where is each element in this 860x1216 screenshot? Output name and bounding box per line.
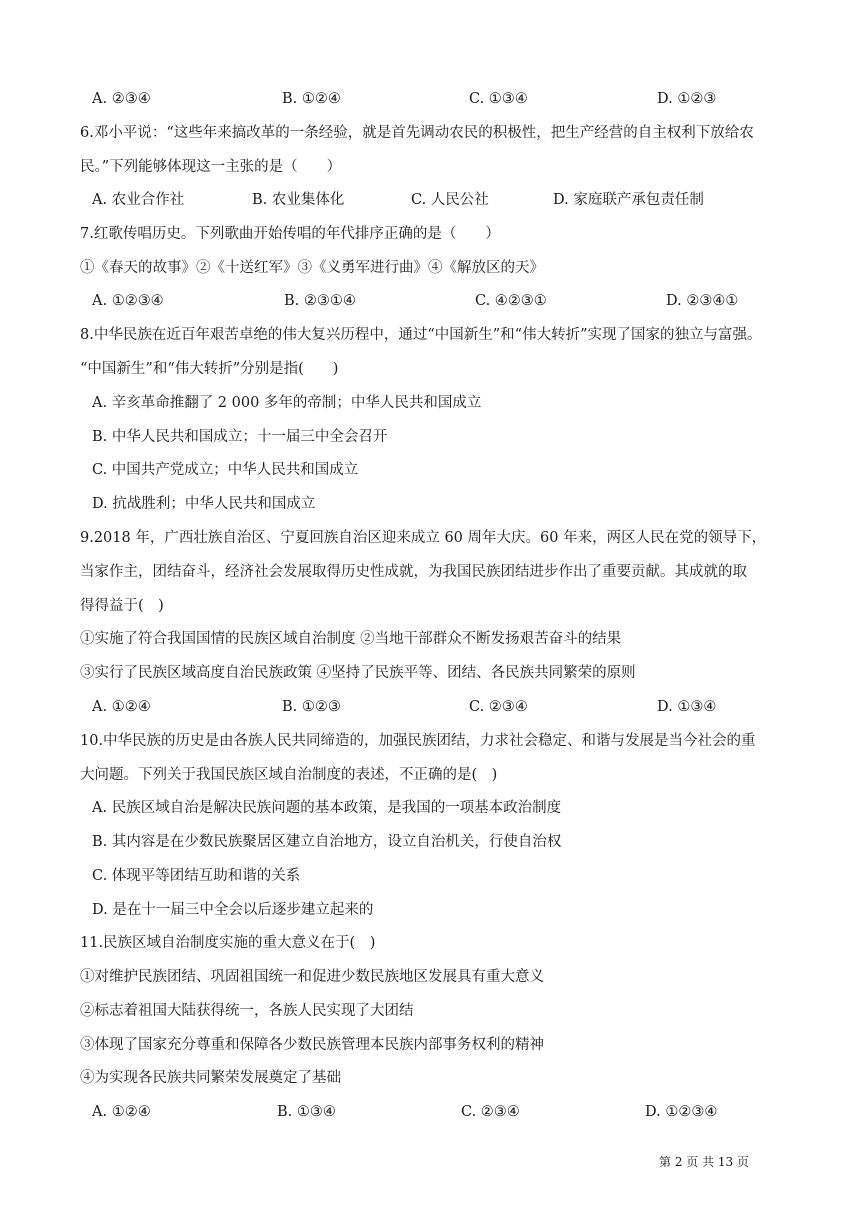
q6-option-c: C. 人民公社 [411, 192, 489, 208]
q10-stem-line1: 10.中华民族的历史是由各族人民共同缔造的，加强民族团结，力求社会稳定、和谐与发展是当今社会的重 [80, 733, 756, 749]
q6-option-a: A. 农业合作社 [92, 192, 185, 208]
q11-stem: 11.民族区域自治制度实施的重大意义在于( ) [80, 935, 376, 951]
q7-option-d: D. ②③④① [666, 293, 739, 309]
page-number-footer: 第 2 页 共 13 页 [659, 1155, 749, 1169]
q11-option-a: A. ①②④ [92, 1104, 151, 1120]
q9-option-b: B. ①②③ [282, 699, 341, 715]
q6-option-d: D. 家庭联产承包责任制 [553, 192, 704, 208]
q7-items: ①《春天的故事》②《十送红军》③《义勇军进行曲》④《解放区的天》 [80, 260, 544, 276]
q9-stem-line1: 9.2018 年，广西壮族自治区、宁夏回族自治区迎来成立 60 周年大庆。60 年来，两区人民在党的领导下， [80, 530, 767, 546]
q11-option-c: C. ②③④ [461, 1104, 520, 1120]
q10-option-b: B. 其内容是在少数民族聚居区建立自治地方，设立自治机关，行使自治权 [92, 834, 562, 850]
q8-option-b: B. 中华人民共和国成立；十一届三中全会召开 [92, 429, 388, 445]
q5-option-b: B. ①②④ [282, 91, 341, 107]
q10-option-c: C. 体现平等团结互助和谐的关系 [92, 868, 301, 884]
q9-item-line1: ①实施了符合我国国情的民族区域自治制度 ②当地干部群众不断发扬艰苦奋斗的结果 [80, 631, 622, 647]
q9-stem-line3: 得得益于( ) [80, 598, 164, 614]
q11-option-d: D. ①②③④ [645, 1104, 718, 1120]
q9-item-line2: ③实行了民族区域高度自治民族政策 ④坚持了民族平等、团结、各民族共同繁荣的原则 [80, 665, 636, 681]
q11-item-2: ②标志着祖国大陆获得统一，各族人民实现了大团结 [80, 1003, 414, 1019]
q11-item-1: ①对维护民族团结、巩固祖国统一和促进少数民族地区发展具有重大意义 [80, 969, 544, 985]
q11-item-4: ④为实现各民族共同繁荣发展奠定了基础 [80, 1070, 341, 1086]
q11-item-3: ③体现了国家充分尊重和保障各少数民族管理本民族内部事务权利的精神 [80, 1037, 544, 1053]
q5-option-a: A. ②③④ [92, 91, 151, 107]
q11-option-b: B. ①③④ [277, 1104, 336, 1120]
q8-option-c: C. 中国共产党成立；中华人民共和国成立 [92, 462, 359, 478]
q7-option-b: B. ②③①④ [284, 293, 356, 309]
q5-option-d: D. ①②③ [657, 91, 717, 107]
q8-stem-line2: “中国新生”和“伟大转折”分别是指( ) [80, 361, 339, 377]
q10-stem-line2: 大问题。下列关于我国民族区域自治制度的表述，不正确的是( ) [80, 767, 498, 783]
q6-stem-line2: 民。”下列能够体现这一主张的是（ ） [80, 159, 342, 175]
q10-option-a: A. 民族区域自治是解决民族问题的基本政策，是我国的一项基本政治制度 [92, 800, 562, 816]
q9-option-a: A. ①②④ [92, 699, 151, 715]
q8-option-d: D. 抗战胜利；中华人民共和国成立 [92, 496, 316, 512]
q7-stem: 7.红歌传唱历史。下列歌曲开始传唱的年代排序正确的是（ ） [80, 226, 500, 242]
q9-stem-line2: 当家作主，团结奋斗，经济社会发展取得历史性成就，为我国民族团结进步作出了重要贡献。其成就的取 [80, 564, 747, 580]
q5-option-c: C. ①③④ [469, 91, 528, 107]
q7-option-c: C. ④②③① [475, 293, 547, 309]
q9-option-d: D. ①③④ [657, 699, 717, 715]
q8-option-a: A. 辛亥革命推翻了 2 000 多年的帝制；中华人民共和国成立 [92, 395, 482, 411]
q10-option-d: D. 是在十一届三中全会以后逐步建立起来的 [92, 902, 374, 918]
q6-option-b: B. 农业集体化 [252, 192, 345, 208]
q7-option-a: A. ①②③④ [92, 293, 164, 309]
q9-option-c: C. ②③④ [469, 699, 528, 715]
q8-stem-line1: 8.中华民族在近百年艰苦卓绝的伟大复兴历程中，通过“中国新生”和“伟大转折”实现了国家的独立与富强。 [80, 327, 762, 343]
q6-stem-line1: 6.邓小平说：“这些年来搞改革的一条经验，就是首先调动农民的积极性，把生产经营的自主权利下放给农 [80, 125, 754, 141]
